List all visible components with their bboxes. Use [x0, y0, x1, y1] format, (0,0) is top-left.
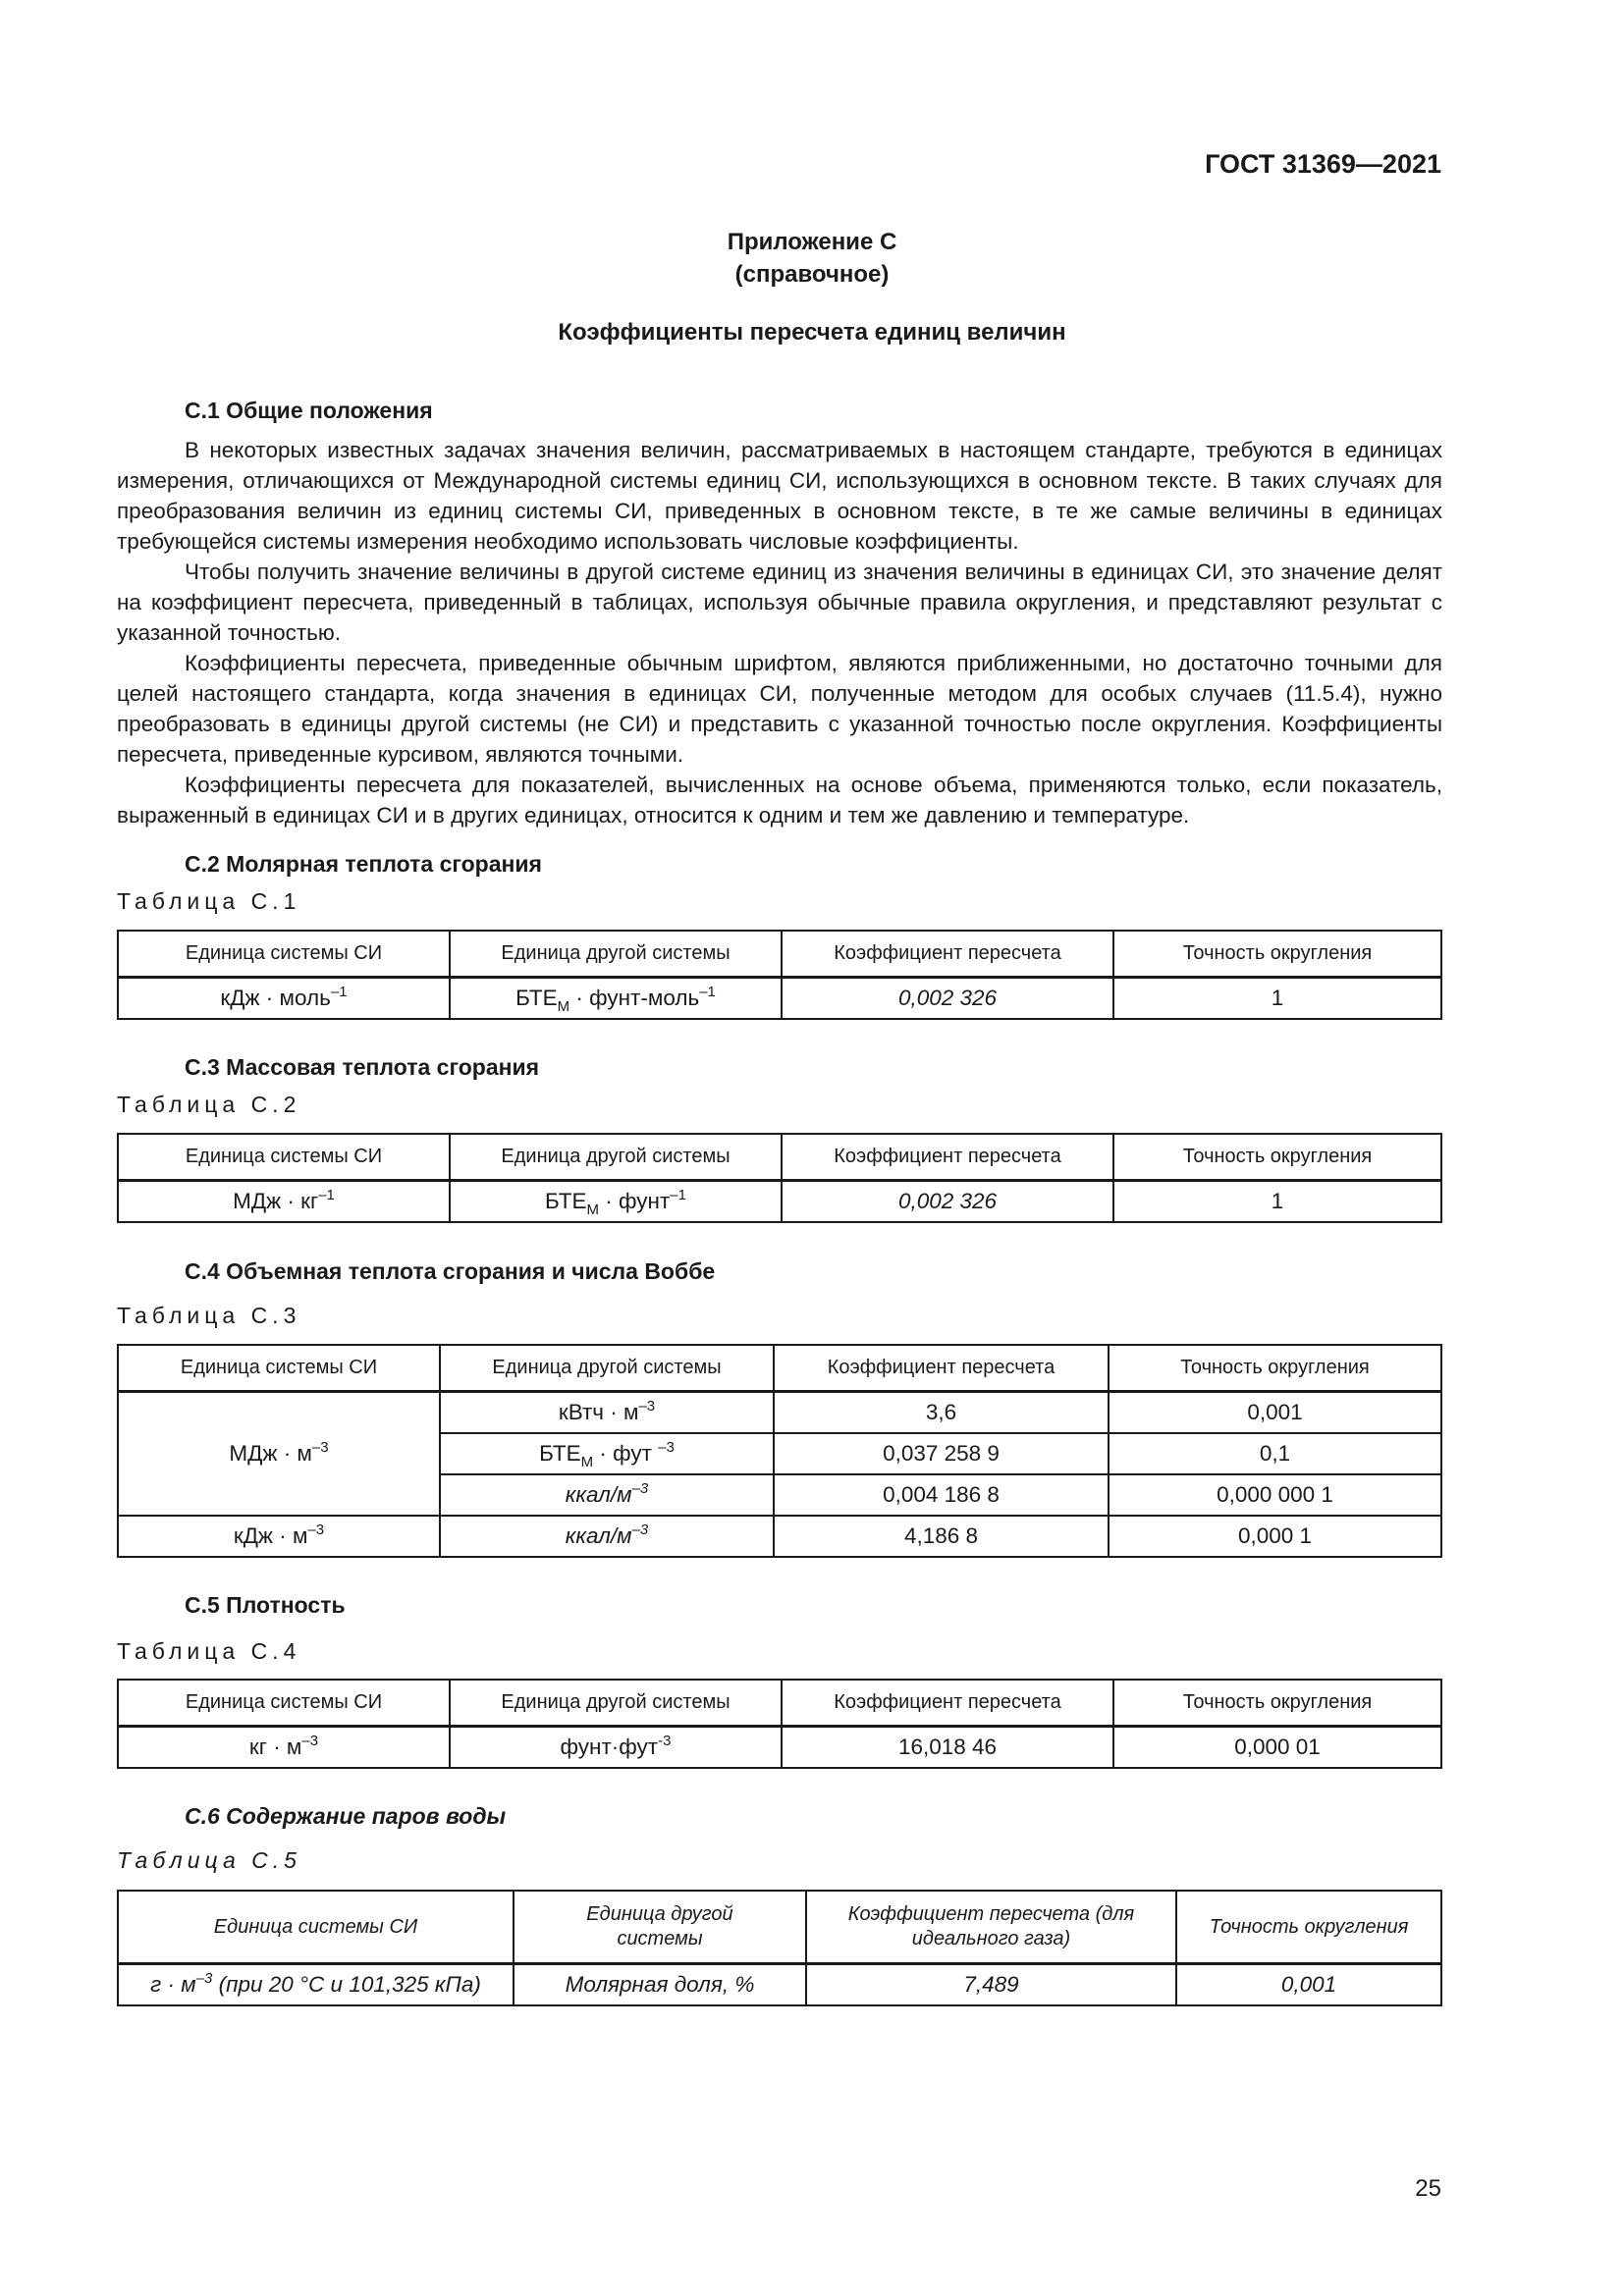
other-unit-cell: $БТЕ_М$ · фунт$^{-1}$ — [450, 1181, 782, 1223]
header-cell: Единица другой системы — [514, 1891, 806, 1964]
paragraph: Чтобы получить значение величины в другой системе единиц из значения величины в единицах СИ, это значение делят на коэффициент пересчета, приведенный в таблицах, используя обычные правила округления, и представляют результат с указанной точностью. — [117, 560, 1442, 645]
header-cell: Точность округления — [1109, 1345, 1441, 1392]
precision-cell: 0,000 01 — [1113, 1727, 1441, 1769]
table-header-row — [118, 1680, 1441, 1727]
other-unit-cell: $БТЕ_М$ · фунт-моль$^{-1}$ — [450, 978, 782, 1020]
appendix-title: Приложение С — [727, 229, 897, 255]
table-header-row — [118, 1345, 1441, 1392]
header-cell: Коэффициент пересчета — [774, 1345, 1109, 1392]
header-cell: Точность округления — [1113, 1134, 1441, 1181]
factor-cell: 16,018 46 — [782, 1727, 1113, 1769]
precision-cell: 0,001 — [1109, 1392, 1441, 1434]
factor-cell: 3,6 — [774, 1392, 1109, 1434]
header-cell: Точность округления — [1176, 1891, 1441, 1964]
section-c1-heading: С.1 Общие положения — [185, 398, 433, 423]
header-cell: Коэффициент пересчета — [782, 931, 1113, 978]
precision-cell: 1 — [1113, 1181, 1441, 1223]
other-unit-cell: фунт·фут$^{-3}$ — [450, 1727, 782, 1769]
precision-cell: 0,000 000 1 — [1109, 1474, 1441, 1516]
section-c3-heading: С.3 Массовая теплота сгорания — [185, 1054, 540, 1080]
paragraph: Коэффициенты пересчета, приведенные обычным шрифтом, являются приближенными, но достаточно точными для целей настоящего стандарта, когда значения в единицах СИ, полученные методом для особых случаев (11.5.4), нужно преобразовать в единицы другой системы (не СИ) и представить с указанной точностью после округления. Коэффициенты пересчета, приведенные курсивом, являются точными. — [117, 651, 1442, 767]
table-c5-label: Таблица С.5 — [117, 1847, 301, 1873]
table-c3 — [117, 1344, 1442, 1558]
precision-cell: 0,1 — [1109, 1433, 1441, 1474]
section-c5-heading: С.5 Плотность — [185, 1592, 346, 1618]
header-cell: Единица системы СИ — [118, 1891, 514, 1964]
header-cell: Единица системы СИ — [118, 1134, 450, 1181]
section-c6-heading: С.6 Содержание паров воды — [185, 1803, 507, 1829]
table-c2-label: Таблица С.2 — [117, 1092, 301, 1117]
header-cell: Единица системы СИ — [118, 1345, 440, 1392]
document-code: ГОСТ 31369—2021 — [1205, 149, 1441, 179]
other-unit-cell: Молярная доля, % — [514, 1964, 806, 2006]
si-unit-cell: $г \cdot м^{-3}$ (при 20 °С и 101,325 кПа) — [118, 1964, 514, 2006]
table-header-row — [118, 1134, 1441, 1181]
factor-cell: 7,489 — [806, 1964, 1176, 2006]
header-cell: Коэффициент пересчета — [782, 1134, 1113, 1181]
table-row — [118, 1516, 1441, 1557]
table-row — [118, 1392, 1441, 1434]
other-unit-cell: $БТЕ_М$ · фут $^{-3}$ — [440, 1433, 774, 1474]
appendix-heading — [0, 226, 1624, 291]
table-header-row — [118, 1891, 1441, 1964]
section-c2-heading: С.2 Молярная теплота сгорания — [185, 851, 542, 877]
precision-cell: 1 — [1113, 978, 1441, 1020]
table-c2 — [117, 1133, 1442, 1223]
table-row — [118, 1181, 1441, 1223]
other-unit-cell: ккал/$м^{-3}$ — [440, 1474, 774, 1516]
header-cell: Единица системы СИ — [118, 931, 450, 978]
header-cell: Коэффициент пересчета — [782, 1680, 1113, 1727]
table-header-row — [118, 931, 1441, 978]
table-row — [118, 1964, 1441, 2006]
table-c3-label: Таблица С.3 — [117, 1303, 301, 1328]
page-number: 25 — [1415, 2175, 1441, 2202]
header-cell: Коэффициент пересчета (для идеального газа) — [806, 1891, 1176, 1964]
paragraph: Коэффициенты пересчета для показателей, вычисленных на основе объема, применяются только, если показатель, выраженный в единицах СИ и в других единицах, относится к одним и тем же давлению и температуре. — [117, 773, 1442, 828]
precision-cell: 0,000 1 — [1109, 1516, 1441, 1557]
factor-cell: 0,037 258 9 — [774, 1433, 1109, 1474]
appendix-subtitle: (справочное) — [734, 261, 890, 288]
si-unit-cell: кДж · моль$^{-1}$ — [118, 978, 450, 1020]
paragraph: В некоторых известных задачах значения величин, рассматриваемых в настоящем стандарте, требуются в единицах измерения, отличающихся от Международной системы единиц СИ, использующихся в основном тексте. В таких случаях для преобразования величин из единиц системы СИ, приведенных в основном тексте, в те же самые величины в единицах требующейся системы измерения необходимо использовать числовые коэффициенты. — [117, 438, 1442, 554]
table-c1-label: Таблица С.1 — [117, 888, 301, 914]
header-cell: Единица другой системы — [450, 1134, 782, 1181]
factor-cell: 0,002 326 — [782, 978, 1113, 1020]
si-unit-cell: МДж · $кг^{-1}$ — [118, 1181, 450, 1223]
factor-cell: 0,004 186 8 — [774, 1474, 1109, 1516]
section-c4-heading: С.4 Объемная теплота сгорания и числа Воббе — [185, 1258, 716, 1284]
section-c1-body — [117, 435, 1442, 830]
table-c5 — [117, 1890, 1442, 2006]
other-unit-cell: кВтч · $м^{-3}$ — [440, 1392, 774, 1434]
precision-cell: 0,001 — [1176, 1964, 1441, 2006]
factor-cell: 0,002 326 — [782, 1181, 1113, 1223]
header-cell: Единица другой системы — [450, 1680, 782, 1727]
table-row — [118, 1727, 1441, 1769]
header-cell: Единица другой системы — [440, 1345, 774, 1392]
table-row — [118, 978, 1441, 1020]
header-cell: Единица системы СИ — [118, 1680, 450, 1727]
header-cell: Точность округления — [1113, 931, 1441, 978]
si-unit-cell: кг · $м^{-3}$ — [118, 1727, 450, 1769]
other-unit-cell: ккал/$м^{-3}$ — [440, 1516, 774, 1557]
table-c4-label: Таблица С.4 — [117, 1638, 301, 1664]
header-cell: Точность округления — [1113, 1680, 1441, 1727]
main-title: Коэффициенты пересчета единиц величин — [558, 319, 1066, 346]
factor-cell: 4,186 8 — [774, 1516, 1109, 1557]
table-c1 — [117, 930, 1442, 1020]
si-unit-cell: МДж · $м^{-3}$ — [118, 1392, 440, 1517]
si-unit-cell: кДж · $м^{-3}$ — [118, 1516, 440, 1557]
header-cell: Единица другой системы — [450, 931, 782, 978]
table-c4 — [117, 1679, 1442, 1769]
